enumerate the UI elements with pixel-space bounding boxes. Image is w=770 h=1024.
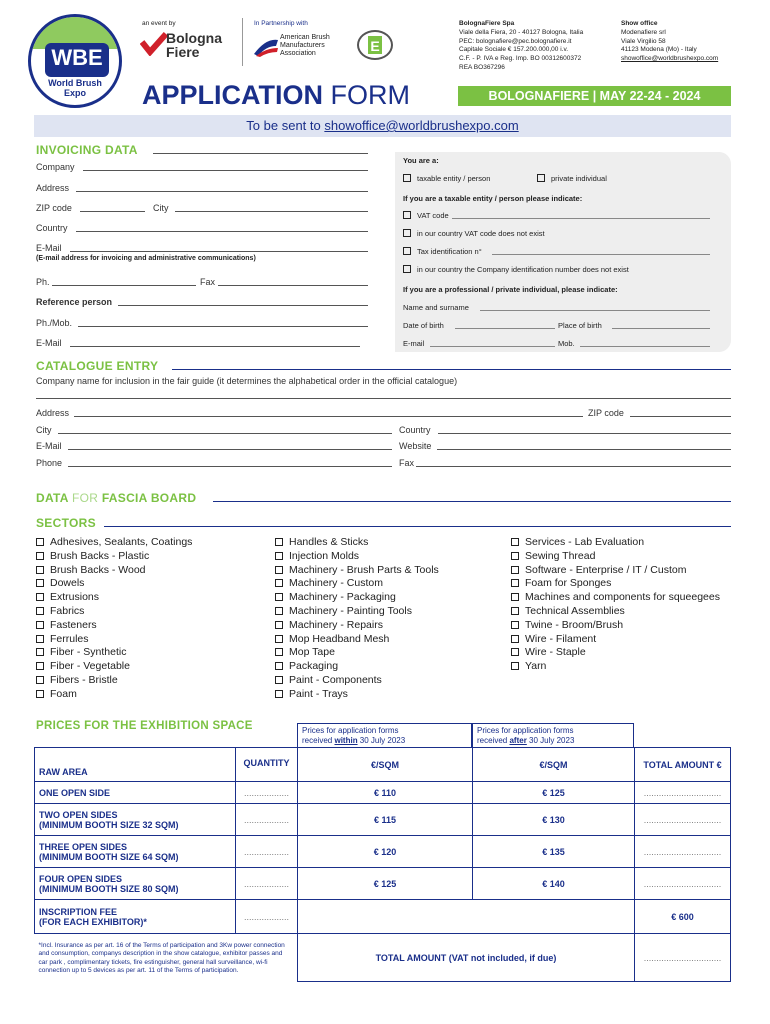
- sector-checkbox[interactable]: [36, 538, 44, 546]
- logo-sub2: Expo: [63, 88, 86, 98]
- invoicing-title: INVOICING DATA: [36, 143, 138, 157]
- address-label: Address: [36, 183, 70, 193]
- grand-total-field[interactable]: ...............................: [635, 934, 731, 982]
- private-checkbox[interactable]: [537, 174, 545, 182]
- panel-mob-field[interactable]: [580, 346, 710, 347]
- sector-item[interactable]: Machinery - Brush Parts & Tools: [275, 564, 439, 578]
- event-banner: BOLOGNAFIERE | MAY 22-24 - 2024: [458, 86, 731, 106]
- sector-item[interactable]: Machinery - Packaging: [275, 591, 439, 605]
- price-within: € 125: [298, 868, 473, 900]
- sector-checkbox[interactable]: [275, 566, 283, 574]
- inscription-total: € 600: [635, 900, 731, 934]
- no-id-option[interactable]: in our country the Company identification number does not exist: [403, 265, 629, 274]
- cat-country-label: Country: [399, 425, 431, 435]
- sector-item[interactable]: Sewing Thread: [511, 550, 720, 564]
- vat-field[interactable]: [452, 218, 710, 219]
- inscription-note: *Incl. Insurance as per art. 16 of the Terms of participation and 3Kw power connection and consumption, companys description in the show catalogue, exhibitor passes and car park , complimentary tickets, fire estinguisher, general hall surveillance, wi-fi connection up to 5 devices as per art. 11 of the Terms of participation.: [35, 934, 298, 982]
- cat-address-field[interactable]: [74, 416, 583, 417]
- professional-heading: If you are a professional / private individual, please indicate:: [403, 285, 618, 294]
- sector-checkbox[interactable]: [275, 648, 283, 656]
- sector-checkbox[interactable]: [511, 552, 519, 560]
- price-after: € 130: [473, 804, 635, 836]
- sector-checkbox[interactable]: [36, 566, 44, 574]
- address-field[interactable]: [76, 191, 368, 192]
- price-within: € 110: [298, 782, 473, 804]
- cat-phone-label: Phone: [36, 458, 63, 468]
- sector-item[interactable]: Wire - Filament: [511, 633, 720, 647]
- bologna-text: Bologna: [166, 30, 222, 46]
- sector-item[interactable]: Machines and components for squeegees: [511, 591, 720, 605]
- sector-item[interactable]: Technical Assemblies: [511, 605, 720, 619]
- quantity-field[interactable]: ..................: [236, 836, 298, 868]
- sector-checkbox[interactable]: [36, 690, 44, 698]
- sector-checkbox[interactable]: [511, 621, 519, 629]
- sector-item[interactable]: Fibers - Bristle: [36, 674, 192, 688]
- sector-checkbox[interactable]: [275, 676, 283, 684]
- logo-wbe-text: WBE: [51, 45, 103, 70]
- catalogue-title: CATALOGUE ENTRY: [36, 359, 159, 373]
- email-field[interactable]: [70, 251, 368, 252]
- sector-item[interactable]: Foam for Sponges: [511, 577, 720, 591]
- sector-item[interactable]: Wire - Staple: [511, 646, 720, 660]
- panel-email-label: E-mail: [403, 339, 425, 348]
- sector-checkbox[interactable]: [275, 607, 283, 615]
- fax-label: Fax: [200, 277, 216, 287]
- sector-item[interactable]: Services - Lab Evaluation: [511, 536, 720, 550]
- price-row: ONE OPEN SIDE .................. € 110 € 125 ...............................: [35, 782, 731, 804]
- catalogue-note: Company name for inclusion in the fair guide (it determines the alphabetical order in the official catalogue): [36, 376, 458, 386]
- vat-checkbox[interactable]: [403, 211, 411, 219]
- sector-checkbox[interactable]: [36, 635, 44, 643]
- sector-checkbox[interactable]: [511, 607, 519, 615]
- cat-city-field[interactable]: [58, 433, 392, 434]
- sector-checkbox[interactable]: [36, 648, 44, 656]
- sector-checkbox[interactable]: [275, 593, 283, 601]
- sector-item[interactable]: Foam: [36, 688, 192, 702]
- ph-field[interactable]: [52, 285, 196, 286]
- prices-table: [34, 747, 731, 982]
- sector-item[interactable]: Injection Molds: [275, 550, 439, 564]
- sector-item[interactable]: Machinery - Painting Tools: [275, 605, 439, 619]
- sector-item[interactable]: Paint - Components: [275, 674, 439, 688]
- price-within: € 120: [298, 836, 473, 868]
- quantity-field[interactable]: ..................: [236, 782, 298, 804]
- email-note: (E-mail address for invoicing and administrative communications): [36, 255, 256, 262]
- price-within: € 115: [298, 804, 473, 836]
- sector-checkbox[interactable]: [36, 662, 44, 670]
- taxable-option[interactable]: taxable entity / person: [403, 174, 490, 183]
- sector-checkbox[interactable]: [275, 690, 283, 698]
- sector-item[interactable]: Packaging: [275, 660, 439, 674]
- country-label: Country: [36, 223, 68, 233]
- sector-checkbox[interactable]: [36, 552, 44, 560]
- ph-label: Ph.: [36, 277, 50, 287]
- vat-option[interactable]: VAT code: [403, 211, 449, 220]
- name-field[interactable]: [480, 310, 710, 311]
- sector-item[interactable]: Brush Backs - Plastic: [36, 550, 192, 564]
- cat-email-field[interactable]: [68, 449, 392, 450]
- price-after: € 125: [473, 782, 635, 804]
- sector-checkbox[interactable]: [36, 607, 44, 615]
- price-after: € 140: [473, 868, 635, 900]
- wbe-logo: [28, 14, 122, 108]
- sqm2-header: €/SQM: [473, 748, 635, 782]
- dob-field[interactable]: [455, 328, 555, 329]
- cat-fax-field[interactable]: [416, 466, 731, 467]
- quantity-field[interactable]: ..................: [236, 804, 298, 836]
- bologna-fiere-logo: [140, 30, 232, 58]
- zip-label: ZIP code: [36, 203, 72, 213]
- sector-item[interactable]: Paint - Trays: [275, 688, 439, 702]
- fascia-field[interactable]: [213, 501, 731, 502]
- reference-label: Reference person: [36, 297, 113, 307]
- price-header-within: Prices for application forms received within 30 July 2023: [297, 723, 472, 747]
- sector-checkbox[interactable]: [36, 676, 44, 684]
- reference-field[interactable]: [118, 305, 368, 306]
- sector-item[interactable]: Handles & Sticks: [275, 536, 439, 550]
- price-header-after: Prices for application forms received after 30 July 2023: [472, 723, 634, 747]
- sector-item[interactable]: Fiber - Vegetable: [36, 660, 192, 674]
- sector-checkbox[interactable]: [275, 552, 283, 560]
- price-row: FOUR OPEN SIDES (MINIMUM BOOTH SIZE 80 SQM) .................. € 125 € 140 ...............................: [35, 868, 731, 900]
- zip-field[interactable]: [80, 211, 145, 212]
- email2-field[interactable]: [70, 346, 360, 347]
- fascia-title: DATA FOR FASCIA BOARD: [36, 491, 197, 505]
- sectors-col1: [36, 536, 192, 702]
- abma-logo: [252, 34, 347, 62]
- sector-checkbox[interactable]: [36, 579, 44, 587]
- sectors-col3: [511, 536, 720, 674]
- private-option[interactable]: private individual: [537, 174, 607, 183]
- total-field[interactable]: ...............................: [635, 868, 731, 900]
- mob-label: Ph./Mob.: [36, 318, 73, 328]
- taxid-field[interactable]: [492, 254, 710, 255]
- sent-to-email[interactable]: showoffice@worldbrushexpo.com: [324, 118, 519, 133]
- cat-zip-label: ZIP code: [588, 408, 624, 418]
- fem-logo: [357, 30, 393, 60]
- you-are-title: You are a:: [403, 156, 439, 165]
- raw-area-header: RAW AREA: [35, 748, 236, 782]
- sector-item[interactable]: Twine - Broom/Brush: [511, 619, 720, 633]
- sector-checkbox[interactable]: [511, 662, 519, 670]
- sector-checkbox[interactable]: [275, 579, 283, 587]
- taxid-checkbox[interactable]: [403, 247, 411, 255]
- logo-sub1: World Brush: [48, 78, 102, 88]
- sector-item[interactable]: Brush Backs - Wood: [36, 564, 192, 578]
- abma-line2: Manufacturers: [280, 42, 325, 49]
- country-field[interactable]: [76, 231, 368, 232]
- sector-checkbox[interactable]: [275, 635, 283, 643]
- sector-item[interactable]: Fiber - Synthetic: [36, 646, 192, 660]
- no-vat-option[interactable]: in our country VAT code does not exist: [403, 229, 545, 238]
- pob-label: Place of birth: [558, 321, 602, 330]
- total-field[interactable]: ...............................: [635, 804, 731, 836]
- company-field[interactable]: [83, 170, 368, 171]
- sqm1-header: €/SQM: [298, 748, 473, 782]
- inscription-row: INSCRIPTION FEE (FOR EACH EXHIBITOR)* .................. € 600: [35, 900, 731, 934]
- abma-line1: American Brush: [280, 34, 330, 41]
- sector-item[interactable]: Fabrics: [36, 605, 192, 619]
- sector-item[interactable]: Machinery - Custom: [275, 577, 439, 591]
- show-office-email[interactable]: showoffice@worldbrushexpo.com: [621, 55, 719, 63]
- cat-zip-field[interactable]: [630, 416, 731, 417]
- show-office-info: Show office Modenafiere srl Viale Virgilio 58 41123 Modena (Mo) - Italy showoffice@worldbrushexpo.com: [621, 20, 751, 64]
- sector-item[interactable]: Ferrules: [36, 633, 192, 647]
- svg-text:E: E: [370, 38, 380, 54]
- cat-address-label: Address: [36, 408, 70, 418]
- bolognafiere-info: BolognaFiere Spa Viale della Fiera, 20 - 40127 Bologna, Italia PEC: bolognafiere@pec.bolognafiere.it Capitale Sociale € 157.200.000,00 i.v. C.F. - P. IVA e Reg. Imp. BO 00312600372 REA BO367296: [459, 20, 584, 71]
- dob-label: Date of birth: [403, 321, 444, 330]
- cat-country-field[interactable]: [438, 433, 731, 434]
- sectors-col2: [275, 536, 439, 702]
- quantity-field[interactable]: ..................: [236, 868, 298, 900]
- sector-item[interactable]: Fasteners: [36, 619, 192, 633]
- sector-checkbox[interactable]: [36, 593, 44, 601]
- event-by: an event by: [142, 20, 176, 27]
- total-field[interactable]: ...............................: [635, 836, 731, 868]
- taxable-heading: If you are a taxable entity / person please indicate:: [403, 194, 583, 203]
- mob-field[interactable]: [78, 326, 368, 327]
- panel-mob-label: Mob.: [558, 339, 575, 348]
- price-row: THREE OPEN SIDES (MINIMUM BOOTH SIZE 64 SQM) .................. € 120 € 135 ...............................: [35, 836, 731, 868]
- email-label: E-Mail: [36, 243, 62, 253]
- pob-field[interactable]: [612, 328, 710, 329]
- cat-fax-label: Fax: [399, 458, 415, 468]
- sector-checkbox[interactable]: [275, 538, 283, 546]
- no-id-checkbox[interactable]: [403, 265, 411, 273]
- sector-item[interactable]: Dowels: [36, 577, 192, 591]
- grand-total-label: TOTAL AMOUNT (VAT not included, if due): [298, 934, 635, 982]
- sector-checkbox[interactable]: [511, 593, 519, 601]
- sector-item[interactable]: Yarn: [511, 660, 720, 674]
- panel-email-field[interactable]: [430, 346, 555, 347]
- fiere-text: Fiere: [166, 44, 200, 60]
- sector-item[interactable]: Extrusions: [36, 591, 192, 605]
- total-field[interactable]: ...............................: [635, 782, 731, 804]
- cat-phone-field[interactable]: [68, 466, 392, 467]
- city-label: City: [153, 203, 169, 213]
- total-header: TOTAL AMOUNT €: [635, 748, 731, 782]
- page-title: APPLICATION FORM: [142, 80, 410, 110]
- cat-email-label: E-Mail: [36, 441, 62, 451]
- inscription-qty[interactable]: ..................: [236, 900, 298, 934]
- quantity-header: QUANTITY: [236, 748, 298, 782]
- sector-checkbox[interactable]: [511, 648, 519, 656]
- sector-checkbox[interactable]: [511, 635, 519, 643]
- sector-item[interactable]: Mop Tape: [275, 646, 439, 660]
- sector-item[interactable]: Adhesives, Sealants, Coatings: [36, 536, 192, 550]
- cat-website-label: Website: [399, 441, 432, 451]
- sector-checkbox[interactable]: [36, 621, 44, 629]
- sector-checkbox[interactable]: [275, 662, 283, 670]
- taxable-checkbox[interactable]: [403, 174, 411, 182]
- price-row: TWO OPEN SIDES (MINIMUM BOOTH SIZE 32 SQM) .................. € 115 € 130 ...............................: [35, 804, 731, 836]
- name-label: Name and surname: [403, 303, 469, 312]
- sector-item[interactable]: Machinery - Repairs: [275, 619, 439, 633]
- sector-checkbox[interactable]: [275, 621, 283, 629]
- no-vat-checkbox[interactable]: [403, 229, 411, 237]
- sectors-title: SECTORS: [36, 516, 96, 530]
- partnership-label: In Partnership with: [254, 20, 308, 27]
- abma-line3: Association: [280, 50, 316, 57]
- sector-item[interactable]: Mop Headband Mesh: [275, 633, 439, 647]
- sector-checkbox[interactable]: [511, 566, 519, 574]
- email2-label: E-Mail: [36, 338, 62, 348]
- company-label: Company: [36, 162, 75, 172]
- cat-website-field[interactable]: [437, 449, 731, 450]
- sector-item[interactable]: Software - Enterprise / IT / Custom: [511, 564, 720, 578]
- sent-to-bar: To be sent to showoffice@worldbrushexpo.com: [34, 115, 731, 137]
- fax-field[interactable]: [218, 285, 368, 286]
- catalogue-name-field[interactable]: [36, 398, 731, 399]
- price-after: € 135: [473, 836, 635, 868]
- cat-city-label: City: [36, 425, 52, 435]
- city-field[interactable]: [175, 211, 368, 212]
- prices-title: PRICES FOR THE EXHIBITION SPACE: [36, 720, 253, 732]
- sector-checkbox[interactable]: [511, 538, 519, 546]
- taxid-option[interactable]: Tax identification n°: [403, 247, 482, 256]
- sector-checkbox[interactable]: [511, 579, 519, 587]
